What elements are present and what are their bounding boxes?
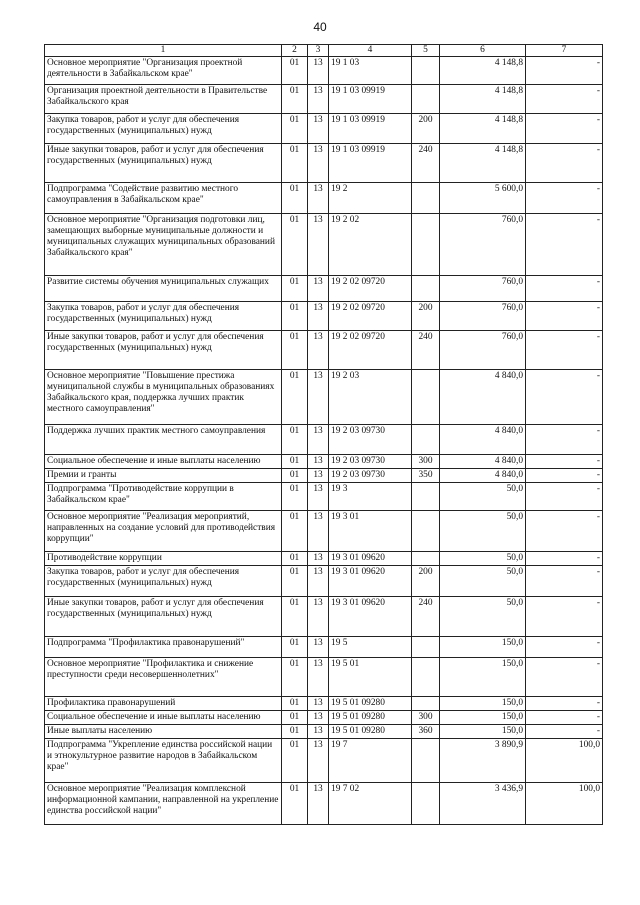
cell-rz: 01	[282, 637, 308, 658]
cell-csr: 19 1 03 09919	[329, 114, 412, 144]
table-row	[45, 331, 603, 370]
cell-rz: 01	[282, 370, 308, 425]
table-row	[45, 183, 603, 214]
cell-vr	[412, 658, 440, 697]
header-col-3: 3	[308, 45, 329, 57]
cell-sum: 760,0	[440, 214, 526, 276]
cell-sum: 4 148,8	[440, 144, 526, 183]
cell-csr: 19 3 01 09620	[329, 566, 412, 597]
cell-sum: 3 436,9	[440, 783, 526, 825]
cell-name: Организация проектной деятельности в Правительстве Забайкальского края	[45, 85, 282, 114]
cell-csr: 19 5 01 09280	[329, 711, 412, 725]
cell-rz: 01	[282, 57, 308, 85]
cell-pct: -	[526, 711, 603, 725]
cell-csr: 19 2	[329, 183, 412, 214]
cell-pr: 13	[308, 425, 329, 455]
cell-pct: -	[526, 114, 603, 144]
cell-csr: 19 5	[329, 637, 412, 658]
cell-name: Закупка товаров, работ и услуг для обеспечения государственных (муниципальных) нужд	[45, 566, 282, 597]
cell-name: Противодействие коррупции	[45, 552, 282, 566]
cell-pct: 100,0	[526, 783, 603, 825]
cell-sum: 150,0	[440, 725, 526, 739]
cell-vr	[412, 214, 440, 276]
table-row	[45, 711, 603, 725]
table-row	[45, 214, 603, 276]
cell-vr: 240	[412, 331, 440, 370]
table-row	[45, 552, 603, 566]
cell-csr: 19 7 02	[329, 783, 412, 825]
cell-csr: 19 2 02 09720	[329, 302, 412, 331]
cell-rz: 01	[282, 214, 308, 276]
cell-pr: 13	[308, 302, 329, 331]
table-row	[45, 144, 603, 183]
cell-name: Основное мероприятие "Реализация комплексной информационной кампании, направленной на укрепление единства российской нации"	[45, 783, 282, 825]
cell-sum: 760,0	[440, 276, 526, 302]
cell-pr: 13	[308, 552, 329, 566]
table-row	[45, 697, 603, 711]
cell-name: Социальное обеспечение и иные выплаты населению	[45, 455, 282, 469]
table-row	[45, 637, 603, 658]
cell-pct: -	[526, 697, 603, 711]
cell-name: Закупка товаров, работ и услуг для обеспечения государственных (муниципальных) нужд	[45, 302, 282, 331]
cell-rz: 01	[282, 469, 308, 483]
cell-name: Профилактика правонарушений	[45, 697, 282, 711]
cell-pr: 13	[308, 511, 329, 552]
cell-csr: 19 1 03 09919	[329, 85, 412, 114]
cell-sum: 5 600,0	[440, 183, 526, 214]
cell-name: Основное мероприятие "Реализация мероприятий, направленных на создание условий для противодействия коррупции"	[45, 511, 282, 552]
cell-sum: 150,0	[440, 697, 526, 711]
table-row	[45, 739, 603, 783]
cell-pct: -	[526, 370, 603, 425]
cell-rz: 01	[282, 783, 308, 825]
cell-csr: 19 5 01	[329, 658, 412, 697]
cell-rz: 01	[282, 697, 308, 711]
page-number: 40	[313, 20, 327, 34]
cell-name: Подпрограмма "Укрепление единства российской нации и этнокультурное развитие народов в Забайкальском крае"	[45, 739, 282, 783]
cell-pr: 13	[308, 331, 329, 370]
cell-vr	[412, 511, 440, 552]
cell-csr: 19 3 01 09620	[329, 597, 412, 637]
cell-csr: 19 3	[329, 483, 412, 511]
cell-pct: -	[526, 637, 603, 658]
cell-pct: 100,0	[526, 739, 603, 783]
cell-sum: 4 840,0	[440, 469, 526, 483]
header-col-1: 1	[45, 45, 282, 57]
cell-name: Иные закупки товаров, работ и услуг для обеспечения государственных (муниципальных) нужд	[45, 144, 282, 183]
cell-pr: 13	[308, 711, 329, 725]
cell-pr: 13	[308, 697, 329, 711]
cell-sum: 4 840,0	[440, 370, 526, 425]
cell-pr: 13	[308, 144, 329, 183]
table-row	[45, 725, 603, 739]
table-row	[45, 658, 603, 697]
header-col-2: 2	[282, 45, 308, 57]
header-row	[45, 45, 603, 57]
cell-name: Основное мероприятие "Организация подготовки лиц, замещающих выборные муниципальные должности и муниципальных служащих муниципальных образований Забайкальского края"	[45, 214, 282, 276]
cell-rz: 01	[282, 331, 308, 370]
cell-name: Подпрограмма "Противодействие коррупции в Забайкальском крае"	[45, 483, 282, 511]
cell-vr	[412, 183, 440, 214]
table-row	[45, 783, 603, 825]
cell-pr: 13	[308, 483, 329, 511]
cell-pct: -	[526, 144, 603, 183]
cell-pr: 13	[308, 85, 329, 114]
cell-sum: 4 148,8	[440, 114, 526, 144]
cell-pr: 13	[308, 455, 329, 469]
cell-name: Премии и гранты	[45, 469, 282, 483]
cell-pct: -	[526, 302, 603, 331]
cell-pr: 13	[308, 469, 329, 483]
cell-vr	[412, 739, 440, 783]
cell-vr	[412, 85, 440, 114]
cell-name: Основное мероприятие "Организация проектной деятельности в Забайкальском крае"	[45, 57, 282, 85]
header-col-7: 7	[526, 45, 603, 57]
cell-pr: 13	[308, 114, 329, 144]
cell-vr: 200	[412, 114, 440, 144]
cell-rz: 01	[282, 144, 308, 183]
cell-csr: 19 5 01 09280	[329, 697, 412, 711]
cell-csr: 19 2 03 09730	[329, 455, 412, 469]
cell-csr: 19 3 01 09620	[329, 552, 412, 566]
cell-pct: -	[526, 566, 603, 597]
table-row	[45, 425, 603, 455]
cell-sum: 50,0	[440, 566, 526, 597]
cell-pct: -	[526, 57, 603, 85]
cell-pct: -	[526, 658, 603, 697]
cell-vr	[412, 425, 440, 455]
cell-vr: 240	[412, 144, 440, 183]
cell-rz: 01	[282, 276, 308, 302]
cell-name: Социальное обеспечение и иные выплаты населению	[45, 711, 282, 725]
cell-vr	[412, 637, 440, 658]
cell-sum: 50,0	[440, 552, 526, 566]
table-row	[45, 455, 603, 469]
cell-name: Основное мероприятие "Профилактика и снижение преступности среди несовершеннолетних"	[45, 658, 282, 697]
cell-pct: -	[526, 276, 603, 302]
cell-vr	[412, 370, 440, 425]
cell-pr: 13	[308, 214, 329, 276]
cell-pct: -	[526, 85, 603, 114]
cell-pct: -	[526, 597, 603, 637]
cell-pct: -	[526, 331, 603, 370]
cell-vr	[412, 57, 440, 85]
cell-pct: -	[526, 214, 603, 276]
cell-pr: 13	[308, 597, 329, 637]
cell-pr: 13	[308, 739, 329, 783]
table-row	[45, 85, 603, 114]
cell-rz: 01	[282, 114, 308, 144]
cell-pr: 13	[308, 658, 329, 697]
cell-name: Развитие системы обучения муниципальных служащих	[45, 276, 282, 302]
cell-pct: -	[526, 483, 603, 511]
table-row	[45, 483, 603, 511]
cell-rz: 01	[282, 511, 308, 552]
table-row	[45, 370, 603, 425]
cell-rz: 01	[282, 302, 308, 331]
cell-vr	[412, 697, 440, 711]
cell-sum: 150,0	[440, 711, 526, 725]
table-row	[45, 114, 603, 144]
cell-pr: 13	[308, 276, 329, 302]
cell-rz: 01	[282, 483, 308, 511]
cell-vr	[412, 276, 440, 302]
cell-name: Подпрограмма "Профилактика правонарушений"	[45, 637, 282, 658]
cell-vr: 350	[412, 469, 440, 483]
cell-csr: 19 2 02 09720	[329, 331, 412, 370]
cell-pct: -	[526, 725, 603, 739]
cell-csr: 19 2 02 09720	[329, 276, 412, 302]
cell-rz: 01	[282, 725, 308, 739]
cell-pct: -	[526, 469, 603, 483]
cell-pct: -	[526, 183, 603, 214]
cell-sum: 150,0	[440, 637, 526, 658]
cell-sum: 4 840,0	[440, 425, 526, 455]
cell-name: Иные закупки товаров, работ и услуг для обеспечения государственных (муниципальных) нужд	[45, 331, 282, 370]
cell-sum: 50,0	[440, 511, 526, 552]
cell-sum: 150,0	[440, 658, 526, 697]
cell-csr: 19 7	[329, 739, 412, 783]
cell-sum: 760,0	[440, 331, 526, 370]
cell-vr: 200	[412, 566, 440, 597]
cell-rz: 01	[282, 85, 308, 114]
table-row	[45, 566, 603, 597]
cell-rz: 01	[282, 566, 308, 597]
cell-vr	[412, 783, 440, 825]
cell-vr: 240	[412, 597, 440, 637]
cell-csr: 19 1 03 09919	[329, 144, 412, 183]
cell-vr: 200	[412, 302, 440, 331]
cell-pr: 13	[308, 783, 329, 825]
cell-vr	[412, 483, 440, 511]
cell-name: Иные закупки товаров, работ и услуг для обеспечения государственных (муниципальных) нужд	[45, 597, 282, 637]
cell-csr: 19 2 03 09730	[329, 469, 412, 483]
cell-pct: -	[526, 552, 603, 566]
cell-pct: -	[526, 511, 603, 552]
cell-sum: 50,0	[440, 483, 526, 511]
cell-sum: 50,0	[440, 597, 526, 637]
cell-sum: 3 890,9	[440, 739, 526, 783]
cell-rz: 01	[282, 739, 308, 783]
cell-rz: 01	[282, 183, 308, 214]
cell-vr: 300	[412, 711, 440, 725]
cell-rz: 01	[282, 597, 308, 637]
cell-name: Подпрограмма "Содействие развитию местного самоуправления в Забайкальском крае"	[45, 183, 282, 214]
header-col-4: 4	[329, 45, 412, 57]
cell-name: Поддержка лучших практик местного самоуправления	[45, 425, 282, 455]
cell-rz: 01	[282, 455, 308, 469]
cell-rz: 01	[282, 425, 308, 455]
table-row	[45, 276, 603, 302]
table-row	[45, 57, 603, 85]
cell-vr: 360	[412, 725, 440, 739]
cell-pr: 13	[308, 566, 329, 597]
cell-name: Закупка товаров, работ и услуг для обеспечения государственных (муниципальных) нужд	[45, 114, 282, 144]
cell-sum: 4 148,8	[440, 57, 526, 85]
cell-vr	[412, 552, 440, 566]
cell-pr: 13	[308, 637, 329, 658]
cell-name: Основное мероприятие "Повышение престижа муниципальной службы в муниципальных образованиях Забайкальского края, поддержка лучших практик местного самоуправления"	[45, 370, 282, 425]
cell-pr: 13	[308, 183, 329, 214]
cell-sum: 4 148,8	[440, 85, 526, 114]
cell-pr: 13	[308, 370, 329, 425]
cell-csr: 19 1 03	[329, 57, 412, 85]
cell-sum: 760,0	[440, 302, 526, 331]
cell-pct: -	[526, 455, 603, 469]
cell-name: Иные выплаты населению	[45, 725, 282, 739]
cell-vr: 300	[412, 455, 440, 469]
table-row	[45, 469, 603, 483]
cell-pr: 13	[308, 725, 329, 739]
cell-rz: 01	[282, 658, 308, 697]
table-row	[45, 302, 603, 331]
cell-csr: 19 2 03	[329, 370, 412, 425]
cell-csr: 19 2 03 09730	[329, 425, 412, 455]
table-row	[45, 511, 603, 552]
cell-rz: 01	[282, 552, 308, 566]
cell-csr: 19 5 01 09280	[329, 725, 412, 739]
cell-pr: 13	[308, 57, 329, 85]
cell-sum: 4 840,0	[440, 455, 526, 469]
cell-pct: -	[526, 425, 603, 455]
table-row	[45, 597, 603, 637]
cell-csr: 19 2 02	[329, 214, 412, 276]
budget-table	[44, 44, 603, 825]
header-col-5: 5	[412, 45, 440, 57]
cell-rz: 01	[282, 711, 308, 725]
cell-csr: 19 3 01	[329, 511, 412, 552]
header-col-6: 6	[440, 45, 526, 57]
